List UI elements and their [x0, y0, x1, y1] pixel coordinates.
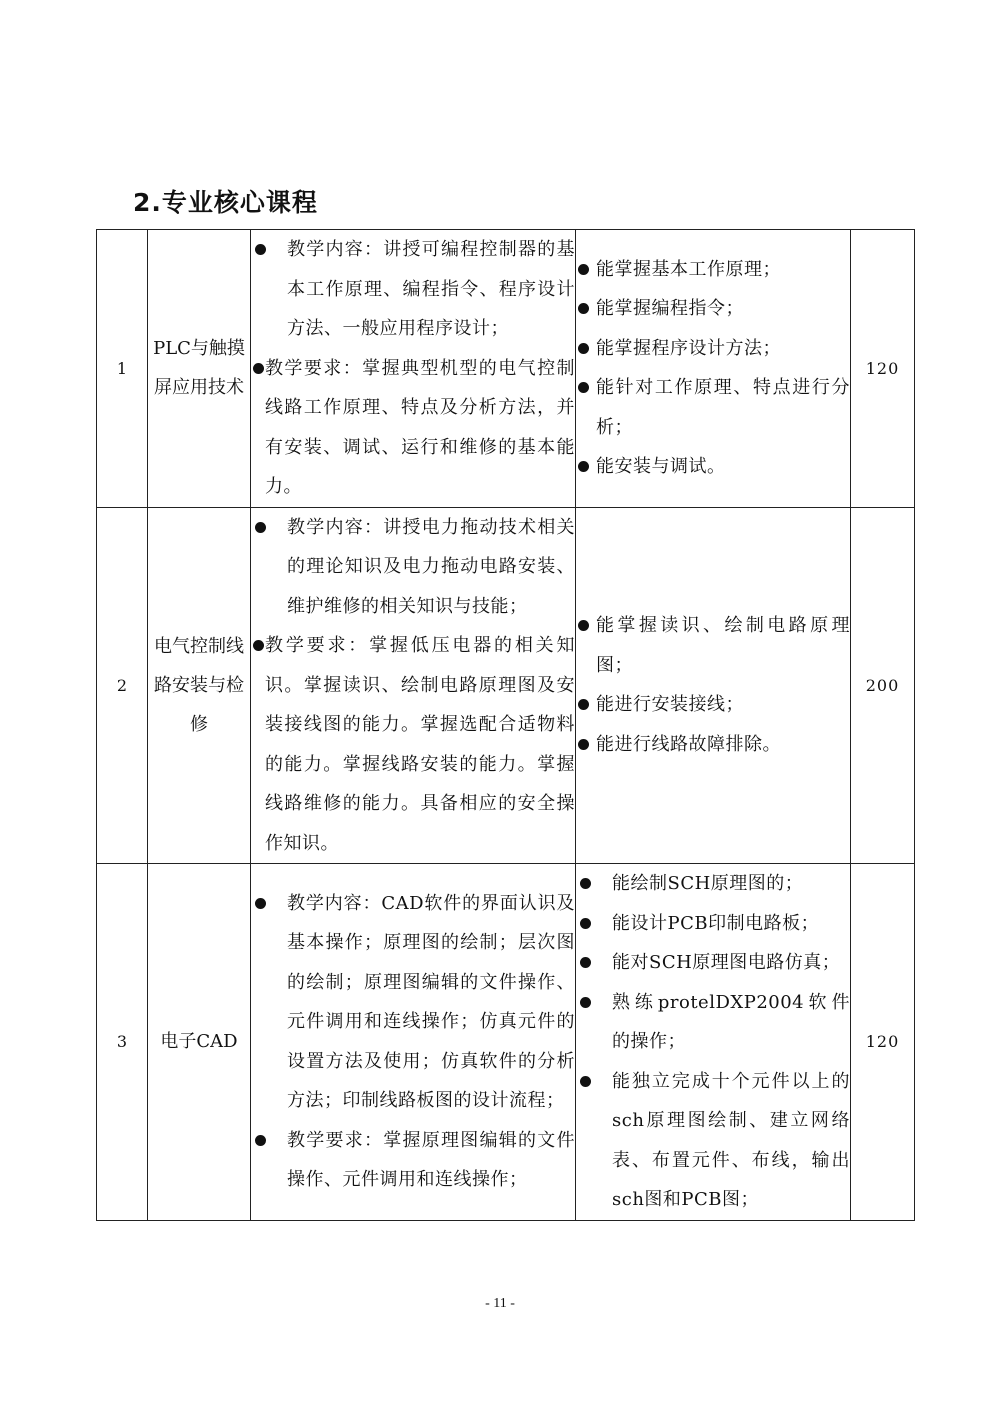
bullet-icon [253, 363, 264, 374]
course-number: 3 [97, 864, 148, 1221]
list-item [576, 250, 850, 290]
list-item [576, 606, 850, 685]
course-name [148, 864, 251, 1221]
page-number: - 11 - [485, 1296, 515, 1311]
course-content [251, 864, 576, 1221]
list-item [251, 1121, 575, 1200]
bullet-icon [578, 343, 589, 354]
course-hours: 120 [851, 864, 915, 1221]
ability-text: 能安装与调试。 [596, 456, 726, 478]
course-name [148, 230, 251, 508]
course-name [148, 507, 251, 864]
course-content [251, 230, 576, 508]
ability-text: 能绘制SCH原理图的； [612, 873, 804, 894]
bullet-icon [255, 1135, 266, 1146]
list-item [576, 904, 850, 944]
bullet-icon [580, 957, 591, 968]
table-row [97, 507, 915, 864]
course-abilities [576, 864, 851, 1221]
bullet-icon [255, 898, 266, 909]
bullet-icon [580, 918, 591, 929]
list-item [251, 230, 575, 349]
bullet-icon [578, 264, 589, 275]
ability-text: 能针对工作原理、特点进行分析； [596, 377, 850, 438]
bullet-icon [578, 382, 589, 393]
course-name-line: 屏应用技术 [154, 377, 244, 399]
bullet-icon [255, 522, 266, 533]
core-course-table [96, 229, 915, 1221]
bullet-icon [253, 640, 264, 651]
list-item [576, 368, 850, 447]
ability-text: 能对SCH原理图电路仿真； [612, 952, 841, 973]
bullet-icon [578, 303, 589, 314]
list-item [251, 349, 575, 507]
bullet-icon [580, 1076, 591, 1087]
list-item [251, 884, 575, 1121]
bullet-icon [580, 997, 591, 1008]
bullet-icon [578, 461, 589, 472]
list-item [251, 626, 575, 863]
course-name-line: 修 [190, 713, 208, 735]
ability-text: 能掌握编程指令； [596, 298, 744, 320]
bullet-icon [578, 620, 589, 631]
list-item [251, 508, 575, 627]
content-text: 教学内容：讲授电力拖动技术相关的理论知识及电力拖动电路安装、维护维修的相关知识与技能； [287, 516, 575, 617]
list-item [576, 1062, 850, 1220]
course-name-line: 电子CAD [160, 1031, 238, 1053]
list-item [576, 685, 850, 725]
ability-text: 能进行安装接线； [596, 694, 744, 716]
bullet-icon [578, 699, 589, 710]
course-name-line: PLC与触摸 [153, 338, 245, 360]
bullet-icon [580, 878, 591, 889]
content-text: 教学要求：掌握典型机型的电气控制线路工作原理、特点及分析方法，并有安装、调试、运行和维修的基本能力。 [265, 357, 575, 497]
ability-text: 能独立完成十个元件以上的sch原理图绘制、建立网络表、布置元件、布线，输出sch图和PCB图； [612, 1070, 850, 1210]
course-name-line: 电气控制线 [154, 635, 244, 657]
bullet-icon [578, 739, 589, 750]
list-item [576, 329, 850, 369]
ability-text: 能设计PCB印制电路板； [612, 912, 820, 934]
course-content [251, 507, 576, 864]
list-item [576, 289, 850, 329]
course-name-line: 路安装与检 [154, 674, 244, 696]
ability-text: 熟练protelDXP2004软件的操作； [612, 991, 850, 1052]
list-item [576, 983, 850, 1062]
bullet-icon [255, 244, 266, 255]
ability-text: 能掌握基本工作原理； [596, 258, 781, 280]
section-heading: 2.专业核心课程 [133, 188, 318, 217]
list-item [576, 447, 850, 487]
course-hours: 120 [851, 230, 915, 508]
list-item [576, 864, 850, 904]
ability-text: 能掌握读识、绘制电路原理图； [596, 615, 850, 676]
course-number: 2 [97, 507, 148, 864]
content-text: 教学内容：CAD软件的界面认识及基本操作；原理图的绘制；层次图的绘制；原理图编辑的文件操作、元件调用和连线操作；仿真元件的设置方法及使用；仿真软件的分析方法；印制线路板图的设计流程； [287, 892, 575, 1112]
course-number: 1 [97, 230, 148, 508]
ability-text: 能掌握程序设计方法； [596, 337, 781, 359]
list-item [576, 943, 850, 983]
content-text: 教学要求：掌握低压电器的相关知识。掌握读识、绘制电路原理图及安装接线图的能力。掌握选配合适物料的能力。掌握线路安装的能力。掌握线路维修的能力。具备相应的安全操作知识。 [265, 635, 575, 854]
content-text: 教学内容：讲授可编程控制器的基本工作原理、编程指令、程序设计方法、一般应用程序设计； [287, 239, 575, 339]
table-row [97, 230, 915, 508]
list-item [576, 725, 850, 765]
content-text: 教学要求：掌握原理图编辑的文件操作、元件调用和连线操作； [287, 1129, 575, 1191]
table-row [97, 864, 915, 1221]
course-hours: 200 [851, 507, 915, 864]
ability-text: 能进行线路故障排除。 [596, 733, 781, 755]
course-abilities [576, 507, 851, 864]
course-abilities [576, 230, 851, 508]
